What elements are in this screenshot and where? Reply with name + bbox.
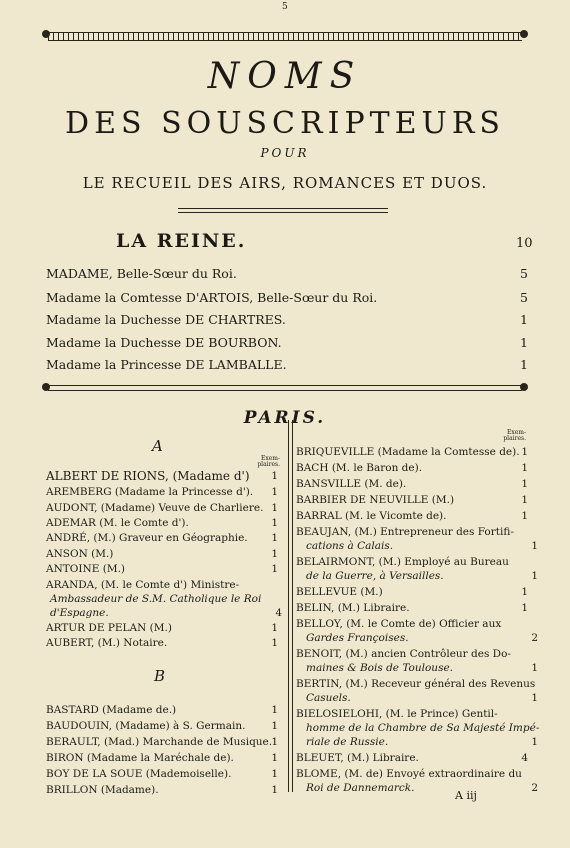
list-item: maines & Bois de Toulouse. 1 [306,662,538,674]
list-item: BEAUJAN, (M.) Entrepreneur des Fortifi- [296,526,514,538]
page-number: 5 [282,2,288,12]
list-item: homme de la Chambre de Sa Majesté Impé- [306,722,540,734]
title-noms: NOMS [207,56,363,97]
royal-entry: Madame la Duchesse DE CHARTRES. 1 [46,312,528,327]
list-item: BELIN, (M.) Libraire. 1 [296,602,528,614]
list-item: BIELOSIELOHI, (M. le Prince) Gentil- [296,708,498,720]
letter-a: A [152,437,163,455]
list-item: Gardes Françoises. 2 [306,632,538,644]
list-item: BARRAL (M. le Vicomte de). 1 [296,510,528,522]
royal-entry: Madame la Duchesse DE BOURBON. 1 [46,335,528,350]
list-item: BOY DE LA SOUE (Mademoiselle). 1 [46,768,278,780]
list-item: ADEMAR (M. le Comte d'). 1 [46,517,278,529]
signature-mark: A iij [455,789,477,802]
reine-count: 10 [516,236,533,251]
list-item: ANTOINE (M.) 1 [46,563,278,575]
list-item: ANSON (M.) 1 [46,548,278,560]
list-item: ARTUR DE PELAN (M.) 1 [46,622,278,634]
list-item: de la Guerre, à Versailles. 1 [306,570,538,582]
title-pour: POUR [260,146,310,160]
list-item: BACH (M. le Baron de). 1 [296,462,528,474]
list-item: AUBERT, (M.) Notaire. 1 [46,637,278,649]
letter-b: B [154,667,166,685]
reine-label: LA REINE. [116,230,247,252]
list-item: BARBIER DE NEUVILLE (M.) 1 [296,494,528,506]
exemplaires-label-right: Exem- plaires. [503,429,526,442]
list-item: AUDONT, (Madame) Veuve de Charliere. 1 [46,502,278,514]
list-item: BELLEVUE (M.) 1 [296,586,528,598]
list-item: BIRON (Madame la Maréchale de). 1 [46,752,278,764]
section-paris: PARIS. [243,408,327,428]
royal-entry: MADAME, Belle-Sœur du Roi. 5 [46,266,528,281]
list-item: riale de Russie. 1 [306,736,538,748]
list-item: BRILLON (Madame). 1 [46,784,278,796]
list-item: BERTIN, (M.) Receveur général des Revenus [296,678,536,690]
list-item: BELLOY, (M. le Comte de) Officier aux [296,618,502,630]
list-item: ALBERT DE RIONS, (Madame d') 1 [46,469,278,483]
list-item: AREMBERG (Madame la Princesse d'). 1 [46,486,278,498]
list-item: BLOME, (M. de) Envoyé extraordinaire du [296,768,522,780]
list-item: Roi de Dannemarck. 2 [306,782,538,794]
list-item: BRIQUEVILLE (Madame la Comtesse de). 1 [296,446,528,458]
list-item: ARANDA, (M. le Comte d') Ministre- [46,579,240,591]
list-item: Ambassadeur de S.M. Catholique le Roi [50,593,262,605]
list-item: BAUDOUIN, (Madame) à S. Germain. 1 [46,720,278,732]
list-item: ANDRÉ, (M.) Graveur en Géographie. 1 [46,532,278,544]
list-item: BERAULT, (Mad.) Marchande de Musique. 1 [46,736,278,748]
list-item: Casuels. 1 [306,692,538,704]
royal-entry: Madame la Princesse DE LAMBALLE. 1 [46,357,528,372]
list-item: BELAIRMONT, (M.) Employé au Bureau [296,556,509,568]
list-item: BENOIT, (M.) ancien Contrôleur des Do- [296,648,511,660]
list-item: cations à Calais. 1 [306,540,538,552]
royal-entry: Madame la Comtesse D'ARTOIS, Belle-Sœur du Roi. 5 [46,290,528,305]
title-recueil: LE RECUEIL DES AIRS, ROMANCES ET DUOS. [82,174,488,192]
ornamental-rule-middle [48,385,522,391]
short-rule [178,208,388,213]
title-souscripteurs: DES SOUSCRIPTEURS [65,106,505,141]
list-item: d'Espagne. 4 [50,607,282,619]
list-item: BLEUET, (M.) Libraire. 4 [296,752,528,764]
list-item: BASTARD (Madame de.) 1 [46,704,278,716]
column-divider [288,420,293,792]
ornamental-rule-top [48,32,522,41]
exemplaires-label-left: Exem- plaires. [257,455,280,468]
list-item: BANSVILLE (M. de). 1 [296,478,528,490]
